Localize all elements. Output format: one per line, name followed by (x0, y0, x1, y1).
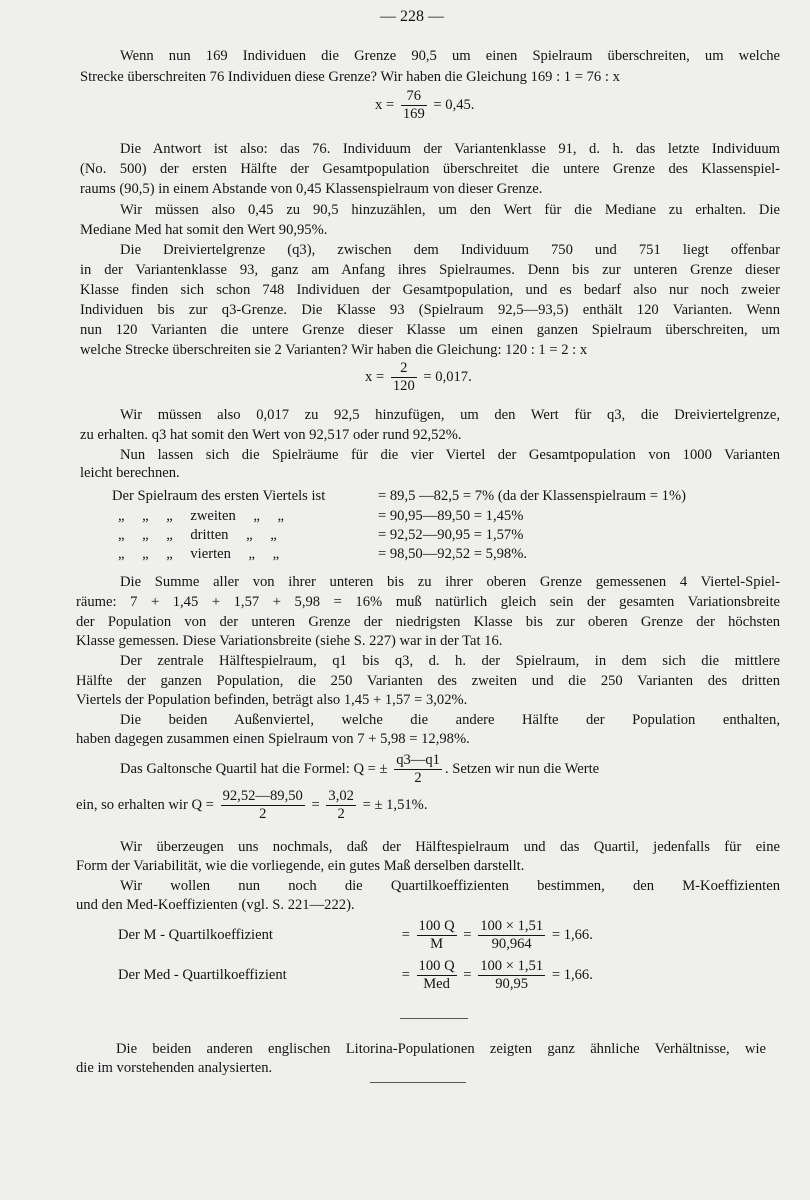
text-line: Die Antwort ist also: das 76. Individuum der Variantenklasse 91, d. h. das letzte Individuum (120, 141, 780, 157)
equation: x = $\frac{2}{120}$ = 0,017. (365, 360, 472, 394)
text-line: räume: 7 + 1,45 + 1,57 + 5,98 = 16% muß natürlich gleich sein der gesamten Variationsbreite (76, 594, 780, 610)
text-line: Die Dreiviertelgrenze (q3), zwischen dem Individuum 750 und 751 liegt offenbar (120, 242, 780, 258)
text-line: Die beiden anderen englischen Litorina-Populationen zeigten ganz ähnliche Verhältnisse, wie (116, 1041, 766, 1057)
text-line: Klasse finden sich schon 748 Individuen der Gesamtpopulation, und es bedarf also nur noch zweier (80, 282, 780, 298)
text-line: Die Summe aller von ihrer unteren bis zu ihrer oberen Grenze gemessenen 4 Viertel-Spiel- (120, 574, 780, 590)
table-row-label: Der Spielraum des ersten Viertels ist (112, 488, 326, 504)
text-line: Wir überzeugen uns nochmals, daß der Hälftespielraum und das Quartil, jedenfalls für eine (120, 839, 780, 855)
table-row-label: „ „ „ dritten „ „ (118, 527, 277, 543)
text-line: Nun lassen sich die Spielräume für die vier Viertel der Gesamtpopulation von 1000 Varianten (120, 447, 780, 463)
text-line: der Population von der unteren Grenze der niedrigsten Klasse bis zur oberen Grenze der höchsten (76, 614, 780, 630)
text-line: die im vorstehenden analysierten. (76, 1060, 273, 1076)
equation: x = $\frac{76}{169}$ = 0,45. (375, 88, 475, 122)
table-row-value: = 90,95—89,50 = 1,45% (378, 508, 524, 524)
text-line: Wir müssen also 0,45 zu 90,5 hinzuzählen, um den Wert für die Mediane zu erhalten. Die (120, 202, 780, 218)
formula-line: ein, so erhalten wir Q = $\frac{92,52—89,50}{2}$ = $\frac{3,02}{2}$ = ± 1,51%. (76, 788, 428, 822)
text-line: Der zentrale Hälftespielraum, q1 bis q3, d. h. der Spielraum, in dem sich die mittlere (120, 653, 780, 669)
text-line: zu erhalten. q3 hat somit den Wert von 92,517 oder rund 92,52%. (80, 427, 462, 443)
text-line: welche Strecke überschreiten sie 2 Varianten? Wir haben die Gleichung: 120 : 1 = 2 : x (80, 342, 588, 358)
text-line: Individuen bis zur q3-Grenze. Die Klasse 93 (Spielraum 92,5—93,5) enthält 120 Varianten. Wenn (80, 302, 780, 318)
divider (400, 1018, 468, 1019)
table-row-label: „ „ „ vierten „ „ (118, 546, 280, 562)
text-line: Hälfte der ganzen Population, die 250 Varianten des zweiten und die 250 Varianten des dritten (76, 673, 780, 689)
text-line: in der Variantenklasse 93, ganz am Anfang ihres Spielraumes. Denn bis zur unteren Grenze dieser (80, 262, 780, 278)
text-line: Die beiden Außenviertel, welche die andere Hälfte der Population enthalten, (120, 712, 780, 728)
text-line: (No. 500) der ersten Hälfte der Gesamtpopulation überschreitet die untere Grenze des Klassenspiel- (80, 161, 780, 177)
formula-line: Das Galtonsche Quartil hat die Formel: Q = ± $\frac{q3—q1}{2}$ . Setzen wir nun die Werte (120, 752, 600, 786)
text-line: Wenn nun 169 Individuen die Grenze 90,5 um einen Spielraum überschreiten, um welche (120, 48, 780, 64)
coefficient-line: Der Med - Quartilkoeffizient = $\frac{100 Q}{\text{Med}}$ = $\frac{100 \times 1,51}{90,95}$ = 1,66. (118, 958, 593, 992)
coefficient-line: Der M - Quartilkoeffizient = $\frac{100 Q}{M}$ = $\frac{100 \times 1,51}{90,964}$ = 1,66. (118, 918, 593, 952)
table-row-value: = 98,50—92,52 = 5,98%. (378, 546, 528, 562)
table-row-label: „ „ „ zweiten „ „ (118, 508, 285, 524)
divider (370, 1082, 466, 1083)
text-line: Mediane Med hat somit den Wert 90,95%. (80, 222, 328, 238)
text-line: leicht berechnen. (80, 465, 180, 481)
text-line: Klasse gemessen. Diese Variationsbreite (siehe S. 227) war in der Tat 16. (76, 633, 503, 649)
table-row-value: = 92,52—90,95 = 1,57% (378, 527, 524, 543)
text-line: und den Med-Koeffizienten (vgl. S. 221—222). (76, 897, 355, 913)
text-line: Wir wollen nun noch die Quartilkoeffizienten bestimmen, den M-Koeffizienten (120, 878, 780, 894)
text-line: nun 120 Varianten die untere Grenze dieser Klasse um einen ganzen Spielraum überschreiten, um (80, 322, 780, 338)
text-line: Wir müssen also 0,017 zu 92,5 hinzufügen, um den Wert für q3, die Dreiviertelgrenze, (120, 407, 780, 423)
text-line: haben dagegen zusammen einen Spielraum von 7 + 5,98 = 12,98%. (76, 731, 470, 747)
page-number: — 228 — (380, 8, 444, 25)
text-line: raums (90,5) in einem Abstande von 0,45 Klassenspielraum von dieser Grenze. (80, 181, 543, 197)
text-line: Viertels der Population befinden, beträgt also 1,45 + 1,57 = 3,02%. (76, 692, 468, 708)
text-line: Form der Variabilität, wie die vorliegende, ein gutes Maß derselben darstellt. (76, 858, 525, 874)
text-line: Strecke überschreiten 76 Individuen diese Grenze? Wir haben die Gleichung 169 : 1 = 76 : x (80, 69, 620, 85)
table-row-value: = 89,5 —82,5 = 7% (da der Klassenspielraum = 1%) (378, 488, 686, 504)
